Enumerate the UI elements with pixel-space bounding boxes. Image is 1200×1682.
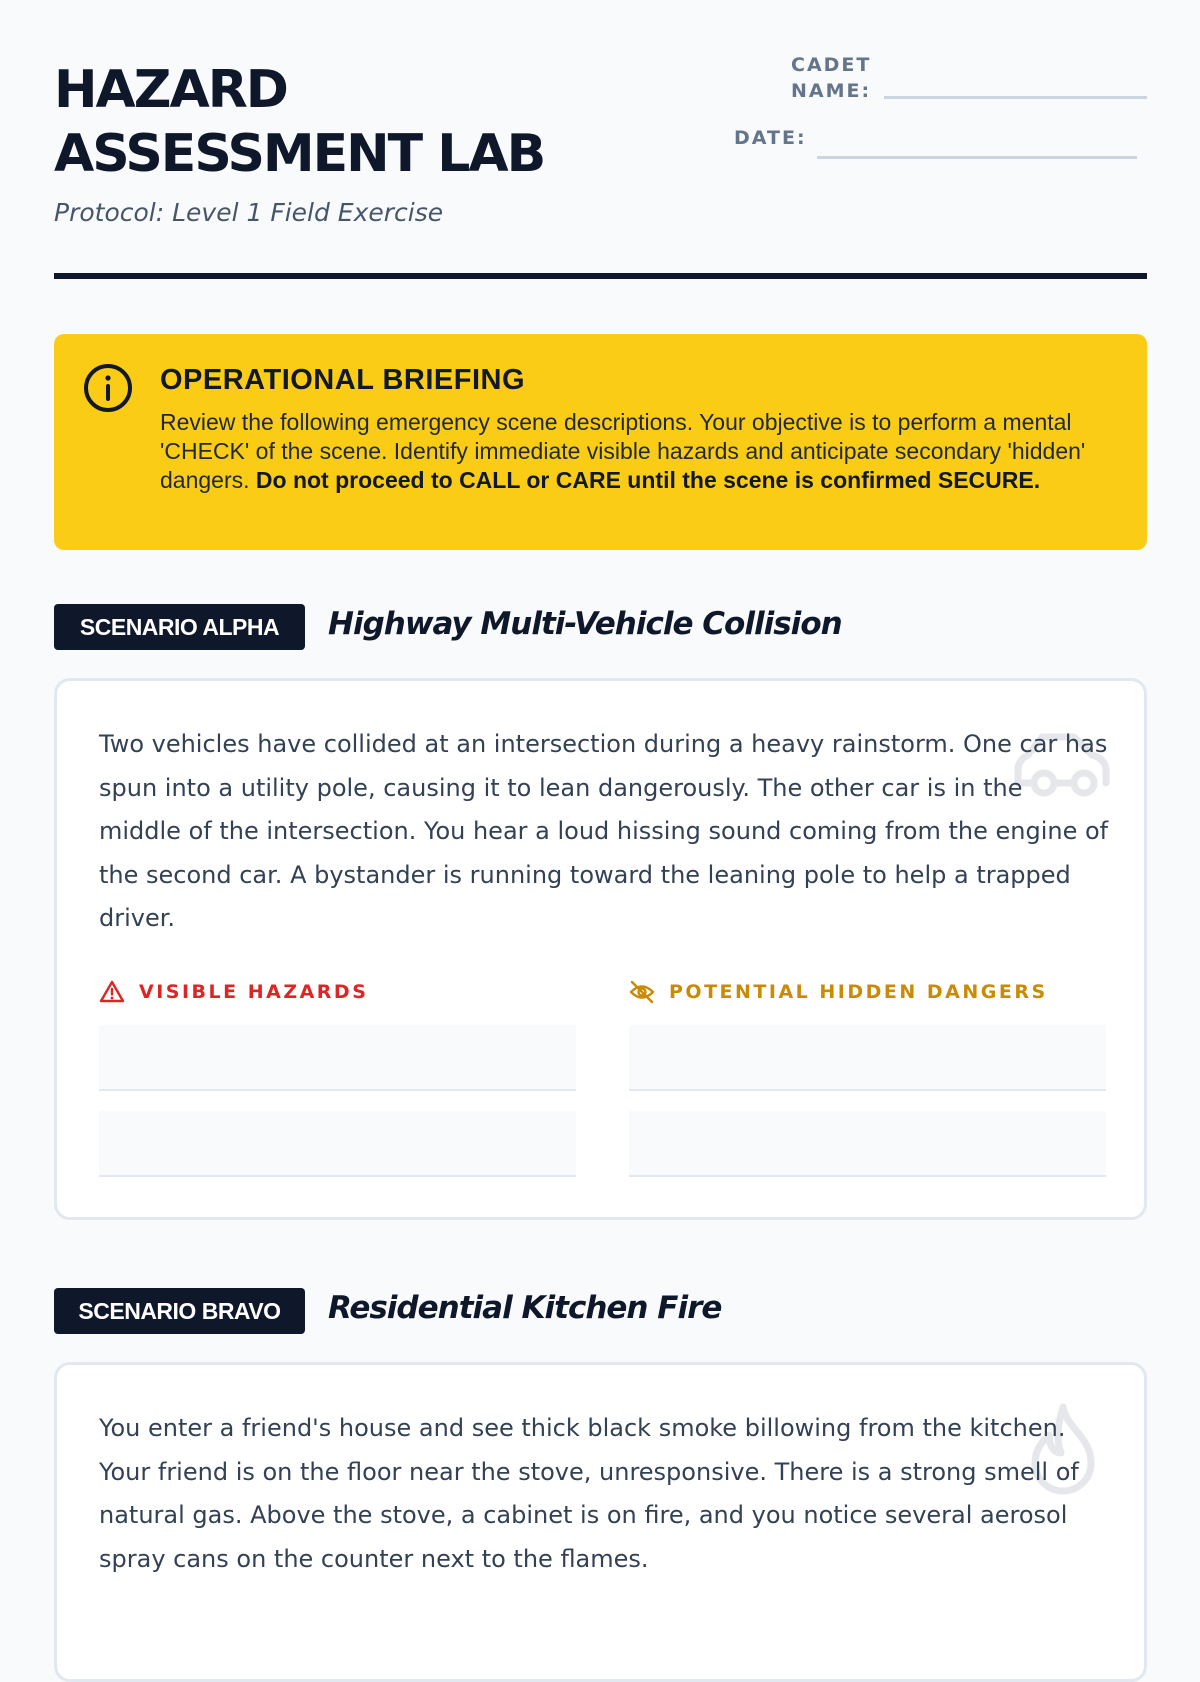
operational-briefing [54,334,1147,550]
scenario-alpha-badge: SCENARIO ALPHA [54,604,305,650]
cadet-name-label [791,52,871,104]
scenario-alpha-card [54,678,1147,1220]
briefing-emphasis: Do not proceed to CALL or CARE until the scene is confirmed SECURE. [255,467,1041,493]
cadet-name-field[interactable] [884,96,1147,99]
visible-hazard-input-2[interactable] [99,1111,576,1177]
title-line-1: HAZARD [54,60,287,120]
hidden-dangers-label: POTENTIAL HIDDEN DANGERS [669,981,1048,1003]
scenario-bravo-badge: SCENARIO BRAVO [54,1288,305,1334]
hidden-danger-input-1[interactable] [629,1025,1106,1091]
date-label: DATE: [734,127,807,149]
hidden-danger-input-2[interactable] [629,1111,1106,1177]
cadet-label-line-2: NAME: [791,80,872,102]
header-divider [54,273,1147,279]
title-line-2: ASSESSMENT LAB [54,124,545,184]
scenario-bravo-description: You enter a friend's house and see thick black smoke billowing from the kitchen. Your friend is on the floor near the stove, unresponsive. There is a strong smell of natural gas. Above the stove, a cabinet is on fire, and you notice several aerosol spray cans on the counter next to the flames. [99,1414,1079,1573]
briefing-text [160,408,1110,495]
cadet-label-line-1: CADET [791,54,872,76]
briefing-title: OPERATIONAL BRIEFING [160,364,525,396]
eye-off-icon [629,979,655,1005]
info-icon [82,362,134,414]
scenario-alpha-title: Highway Multi-Vehicle Collision [328,606,842,642]
briefing-body: Review the following emergency scene descriptions. Your objective is to perform a mental 'CHECK' of the scene. Identify immediate visible hazards and anticipate secondary 'hidden' dangers. [160,409,1086,493]
visible-hazard-input-1[interactable] [99,1025,576,1091]
visible-hazards-label: VISIBLE HAZARDS [139,981,369,1003]
warning-triangle-icon [99,979,125,1005]
page-title [54,58,544,186]
scenario-bravo-title: Residential Kitchen Fire [328,1290,722,1326]
scenario-alpha-description: Two vehicles have collided at an intersection during a heavy rainstorm. One car has spun into a utility pole, causing it to lean dangerously. The other car is in the middle of the intersection. You hear a loud hissing sound coming from the engine of the second car. A bystander is running toward the leaning pole to help a trapped driver. [99,730,1109,932]
scenario-bravo-card [54,1362,1147,1682]
protocol-subtitle: Protocol: Level 1 Field Exercise [54,198,444,227]
date-field[interactable] [817,156,1137,159]
